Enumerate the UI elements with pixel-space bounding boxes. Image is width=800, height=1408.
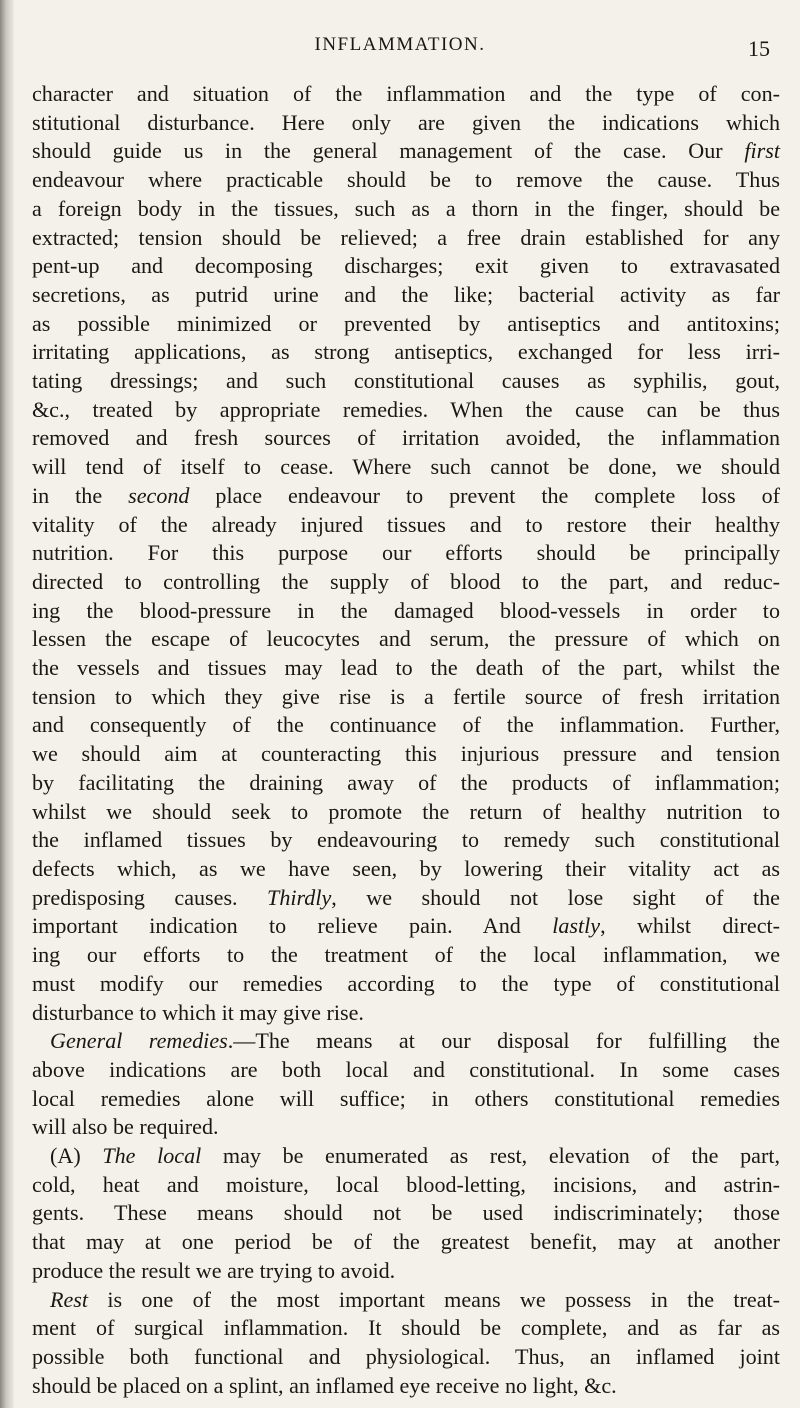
text-line: should be placed on a splint, an inflamed eye receive no light, &c.: [32, 1372, 617, 1398]
text-line: important indication to relieve pain. And lastly, whilst direct-: [32, 913, 780, 939]
text-line: gents. These means should not be used indiscriminately; those: [32, 1200, 780, 1226]
text-line: will also be required.: [32, 1114, 219, 1140]
text-line: as possible minimized or prevented by antiseptics and antitoxins;: [32, 310, 780, 336]
text-line: local remedies alone will suffice; in others constitutional remedies: [32, 1085, 780, 1111]
text-line: nutrition. For this purpose our efforts should be principally: [32, 540, 780, 566]
paragraph-general-remedies: [32, 1027, 780, 1142]
text-line: ment of surgical inflammation. It should be complete, and as far as: [32, 1315, 780, 1341]
italic-emphasis: Rest: [50, 1286, 89, 1312]
text-line: ing the blood-pressure in the damaged blood-vessels in order to: [32, 597, 780, 623]
text-line: directed to controlling the supply of blood to the part, and reduc-: [32, 568, 780, 594]
text-line: tension to which they give rise is a fertile source of fresh irritation: [32, 683, 780, 709]
text-line: the inflamed tissues by endeavouring to remedy such constitutional: [32, 827, 780, 853]
running-head: INFLAMMATION.: [314, 34, 486, 55]
text-line: Rest is one of the most important means we possess in the treat-: [50, 1286, 780, 1312]
text-line: defects which, as we have seen, by lowering their vitality act as: [32, 855, 780, 881]
text-line: above indications are both local and constitutional. In some cases: [32, 1056, 780, 1082]
text-line: should guide us in the general management of the case. Our first: [32, 138, 780, 164]
italic-emphasis: Thirdly: [267, 884, 332, 910]
text-line: lessen the escape of leucocytes and serum, the pressure of which on: [32, 626, 780, 652]
text-line: possible both functional and physiological. Thus, an inflamed joint: [32, 1343, 780, 1369]
scan-shadow-edge: [0, 0, 14, 1408]
text-line: removed and fresh sources of irritation avoided, the inflammation: [32, 425, 780, 451]
text-line: produce the result we are trying to avoid.: [32, 1257, 396, 1283]
page-header: [0, 34, 800, 62]
text-line: extracted; tension should be relieved; a free drain established for any: [32, 224, 780, 250]
text-line: that may at one period be of the greatest benefit, may at another: [32, 1229, 780, 1255]
italic-emphasis: General remedies: [50, 1028, 228, 1054]
text-line: tating dressings; and such constitutional causes as syphilis, gout,: [32, 368, 780, 394]
body-text: [32, 80, 780, 1400]
text-line: endeavour where practicable should be to remove the cause. Thus: [32, 167, 780, 193]
text-line: pent-up and decomposing discharges; exit given to extravasated: [32, 253, 780, 279]
italic-emphasis: The local: [102, 1143, 202, 1169]
text-line: by facilitating the draining away of the products of inflammation;: [32, 769, 780, 795]
italic-emphasis: second: [128, 482, 190, 508]
text-line: irritating applications, as strong antiseptics, exchanged for less irri-: [32, 339, 780, 365]
text-line: predisposing causes. Thirdly, we should not lose sight of the: [32, 884, 780, 910]
text-line: (A) The local may be enumerated as rest, elevation of the part,: [50, 1143, 780, 1169]
text-line: &c., treated by appropriate remedies. When the cause can be thus: [32, 396, 780, 422]
text-line: a foreign body in the tissues, such as a thorn in the finger, should be: [32, 195, 780, 221]
text-line: in the second place endeavour to prevent the complete loss of: [32, 482, 780, 508]
page-number: 15: [748, 36, 770, 61]
text-line: stitutional disturbance. Here only are given the indications which: [32, 109, 780, 135]
text-line: ing our efforts to the treatment of the local inflammation, we: [32, 942, 780, 968]
italic-emphasis: lastly: [552, 913, 601, 939]
text-line: and consequently of the continuance of the inflammation. Further,: [32, 712, 780, 738]
text-line: will tend of itself to cease. Where such cannot be done, we should: [32, 454, 780, 480]
paragraph-indications: [32, 80, 780, 1027]
italic-emphasis: first: [744, 138, 780, 164]
text-line: disturbance to which it may give rise.: [32, 999, 364, 1025]
text-line: vitality of the already injured tissues and to restore their healthy: [32, 511, 780, 537]
text-line: secretions, as putrid urine and the like; bacterial activity as far: [32, 281, 780, 307]
paragraph-local-remedies: [32, 1142, 780, 1286]
text-line: we should aim at counteracting this injurious pressure and tension: [32, 741, 780, 767]
text-line: whilst we should seek to promote the return of healthy nutrition to: [32, 798, 780, 824]
text-line: must modify our remedies according to the type of constitutional: [32, 970, 780, 996]
paragraph-rest: [32, 1286, 780, 1401]
text-line: General remedies.—The means at our disposal for fulfilling the: [50, 1028, 780, 1054]
text-line: the vessels and tissues may lead to the death of the part, whilst the: [32, 655, 780, 681]
text-line: character and situation of the inflammation and the type of con-: [32, 81, 780, 106]
text-line: cold, heat and moisture, local blood-letting, incisions, and astrin-: [32, 1171, 780, 1197]
